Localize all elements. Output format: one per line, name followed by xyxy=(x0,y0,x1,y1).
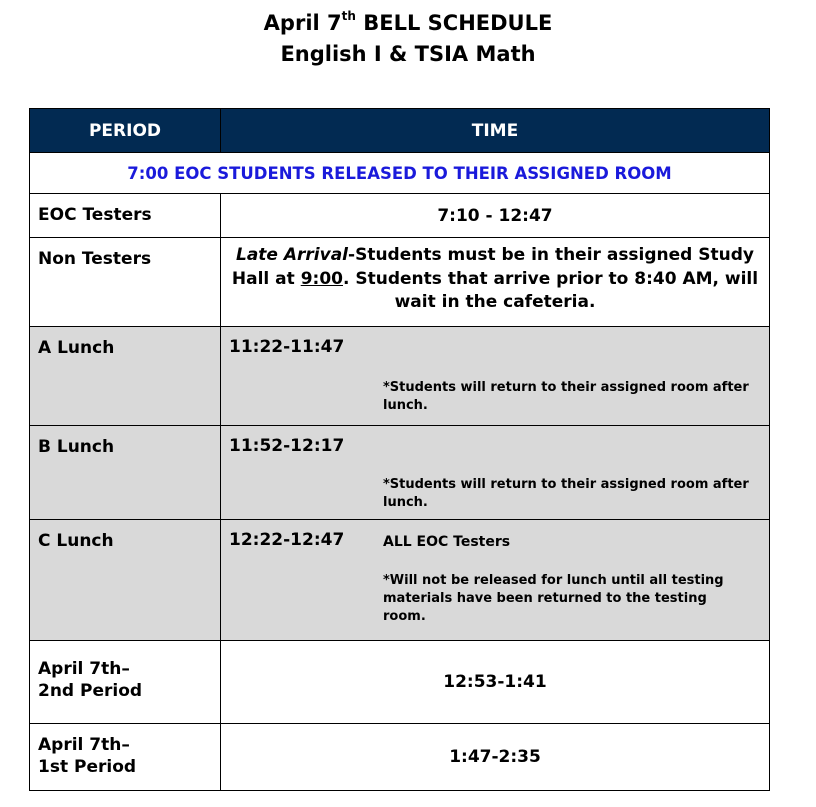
c-lunch-time: 12:22-12:47 xyxy=(229,530,345,550)
header-period: PERIOD xyxy=(30,109,221,153)
non-testers-instructions: Late Arrival-Students must be in their assigned Study Hall at 9:00. Students that arrive prior to 8:40 AM, will wait in the cafeteria. xyxy=(221,238,770,327)
table-row xyxy=(30,724,770,791)
table-header-row xyxy=(30,109,770,153)
period-b-lunch: B Lunch xyxy=(30,426,221,520)
c-lunch-note: *Will not be released for lunch until all testing materials have been returned to the testing room. xyxy=(383,573,724,624)
table-row xyxy=(30,520,770,641)
title-line-2: English I & TSIA Math xyxy=(280,42,536,66)
release-notice: 7:00 EOC STUDENTS RELEASED TO THEIR ASSIGNED ROOM xyxy=(30,153,770,194)
a-lunch-time: 11:22-11:47 xyxy=(229,337,345,357)
a-lunch-cell xyxy=(221,327,770,426)
a-lunch-note: *Students will return to their assigned room after lunch. xyxy=(383,380,749,413)
time-2nd-period: 12:53-1:41 xyxy=(221,641,770,724)
b-lunch-time: 11:52-12:17 xyxy=(229,436,345,456)
period-a-lunch: A Lunch xyxy=(30,327,221,426)
title-line-1: April 7th BELL SCHEDULE xyxy=(263,9,553,35)
c-lunch-cell xyxy=(221,520,770,641)
period-2nd: April 7th– 2nd Period xyxy=(30,641,221,724)
notice-row xyxy=(30,153,770,194)
c-lunch-heading: ALL EOC Testers xyxy=(383,534,511,550)
page-title xyxy=(0,8,816,70)
b-lunch-note: *Students will return to their assigned room after lunch. xyxy=(383,477,749,510)
table-row xyxy=(30,641,770,724)
table-row xyxy=(30,426,770,520)
period-eoc-testers: EOC Testers xyxy=(30,194,221,238)
period-non-testers: Non Testers xyxy=(30,238,221,327)
header-time: TIME xyxy=(221,109,770,153)
period-c-lunch: C Lunch xyxy=(30,520,221,641)
period-1st: April 7th– 1st Period xyxy=(30,724,221,791)
bell-schedule-table xyxy=(29,108,770,791)
table-row xyxy=(30,194,770,238)
time-1st-period: 1:47-2:35 xyxy=(221,724,770,791)
time-eoc-testers: 7:10 - 12:47 xyxy=(221,194,770,238)
b-lunch-cell xyxy=(221,426,770,520)
table-row xyxy=(30,238,770,327)
table-row xyxy=(30,327,770,426)
